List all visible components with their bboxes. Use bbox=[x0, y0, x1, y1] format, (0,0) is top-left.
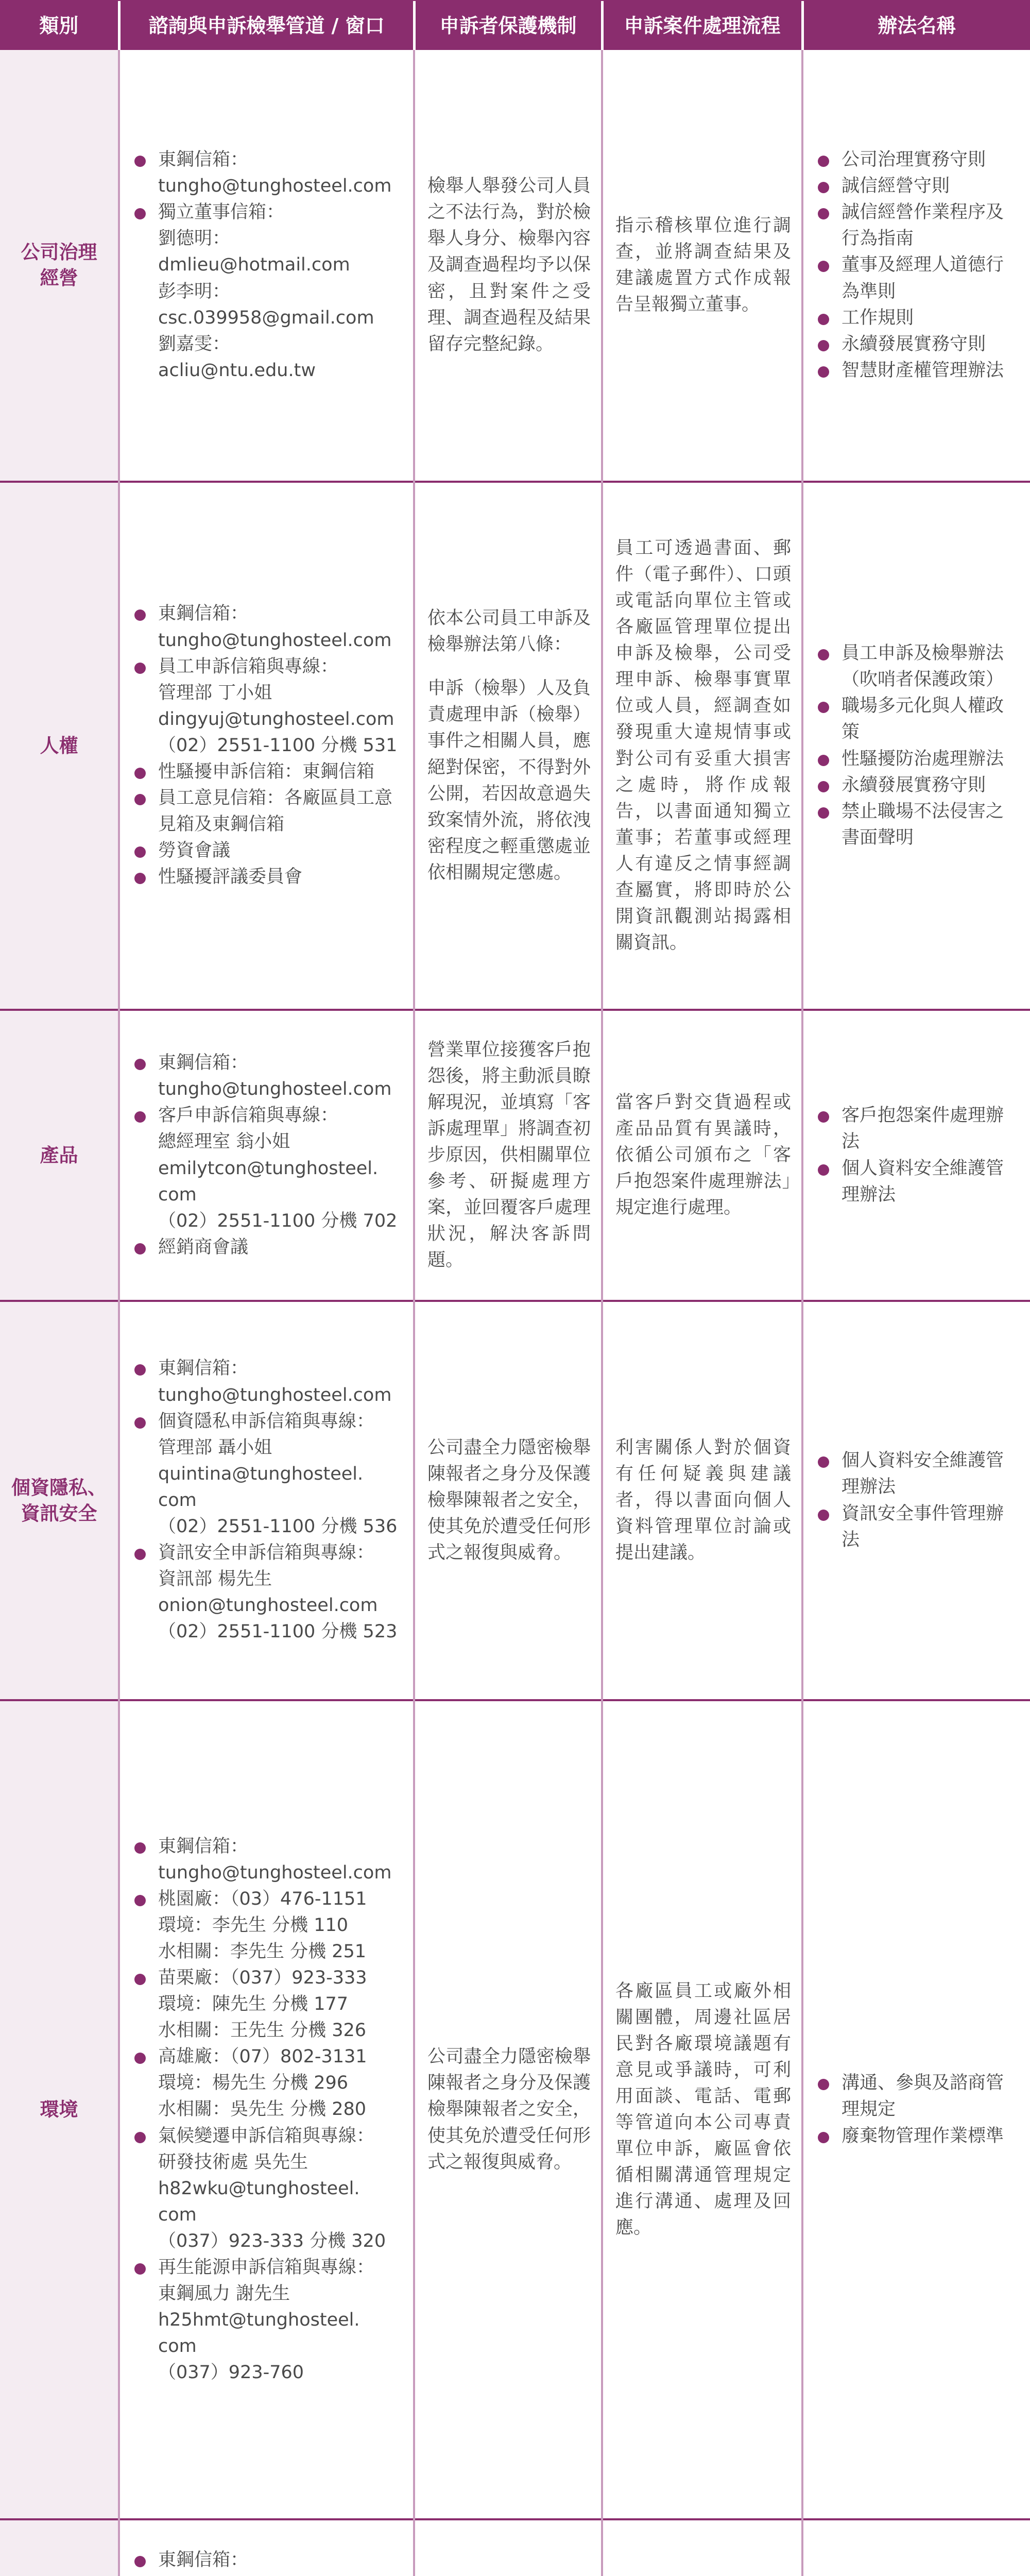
methods-list bbox=[803, 640, 1030, 851]
methods-list bbox=[803, 147, 1030, 384]
header-category: 類別 bbox=[0, 0, 119, 49]
channel-line: 彭李明： bbox=[158, 281, 231, 302]
channel-line: 管理部 聶小姐 bbox=[158, 1437, 272, 1458]
channel-line: quintina@tunghosteel. bbox=[158, 1463, 364, 1484]
bullet-icon bbox=[818, 1456, 829, 1468]
method-name: 禁止職場不法侵害之書面聲明 bbox=[842, 801, 1004, 848]
protection-text bbox=[415, 1435, 601, 1566]
channel-line: tungho@tunghosteel.com bbox=[158, 1862, 392, 1883]
bullet-icon bbox=[134, 846, 146, 858]
method-name: 職場多元化與人權政策 bbox=[842, 696, 1004, 743]
method-name: 個人資料安全維護管理辦法 bbox=[842, 1450, 1004, 1498]
protection-cell bbox=[414, 1700, 602, 2519]
channel-item bbox=[134, 1965, 402, 2044]
protection-paragraph: 公司盡全力隱密檢舉陳報者之身分及保護檢舉陳報者之安全，使其免於遭受任何形式之報復與威脅。 bbox=[427, 2046, 591, 2173]
bullet-icon bbox=[134, 1364, 146, 1376]
methods-cell bbox=[802, 49, 1030, 482]
bullet-icon bbox=[134, 768, 146, 779]
channel-line: （02）2551-1100 分機 523 bbox=[158, 1621, 398, 1642]
bullet-icon bbox=[134, 208, 146, 219]
process-text bbox=[603, 535, 801, 957]
header-process: 申訴案件處理流程 bbox=[602, 0, 802, 49]
channel-line: tungho@tunghosteel.com bbox=[158, 176, 392, 197]
channel-line: 管理部 丁小姐 bbox=[158, 682, 272, 703]
channel-item bbox=[134, 759, 402, 785]
method-name: 個人資料安全維護管理辦法 bbox=[842, 1158, 1004, 1205]
process-text bbox=[603, 1978, 801, 2242]
top-rule bbox=[0, 0, 1030, 1]
bullet-icon bbox=[134, 873, 146, 884]
methods-cell bbox=[802, 1700, 1030, 2519]
process-cell bbox=[602, 482, 802, 1010]
protection-text bbox=[415, 173, 601, 358]
channel-line: （02）2551-1100 分機 702 bbox=[158, 1210, 398, 1231]
header-channels: 諮詢與申訴檢舉管道 / 窗口 bbox=[119, 0, 414, 49]
bullet-icon bbox=[818, 807, 829, 819]
channel-line: 水相關：王先生 分機 326 bbox=[158, 2020, 367, 2041]
method-item bbox=[818, 693, 1019, 745]
method-item bbox=[818, 199, 1019, 252]
bullet-icon bbox=[818, 2132, 829, 2143]
table-row-environment bbox=[0, 1700, 1030, 2519]
table-row-product bbox=[0, 1010, 1030, 1301]
channel-line: 環境：李先生 分機 110 bbox=[158, 1914, 349, 1936]
bullet-icon bbox=[818, 208, 829, 219]
channel-line: 資訊安全申訴信箱與專線： bbox=[158, 1543, 375, 1564]
methods-cell bbox=[802, 482, 1030, 1010]
channel-line: 個資隱私申訴信箱與專線： bbox=[158, 1411, 375, 1432]
channel-line: 研發技術處 吳先生 bbox=[158, 2151, 308, 2173]
bullet-icon bbox=[818, 649, 829, 660]
channel-line: 劉嘉雯： bbox=[158, 333, 231, 354]
category-label: 經營 bbox=[40, 267, 78, 289]
bullet-icon bbox=[134, 1974, 146, 1985]
bullet-icon bbox=[818, 755, 829, 766]
channel-line: h82wku@tunghosteel. bbox=[158, 2178, 360, 2199]
method-item bbox=[818, 358, 1019, 384]
protection-paragraph: 檢舉人舉發公司人員之不法行為，對於檢舉人身分、檢舉內容及調查過程均予以保密，且對案件之受理、調查過程及結果留存完整紀錄。 bbox=[427, 176, 591, 354]
bullet-icon bbox=[134, 2263, 146, 2275]
channels-list bbox=[120, 1050, 413, 1261]
method-item bbox=[818, 305, 1019, 331]
method-name: 誠信經營作業程序及行為指南 bbox=[842, 202, 1004, 249]
channel-line bbox=[158, 2573, 402, 2576]
methods-list bbox=[803, 1448, 1030, 1553]
channel-item bbox=[134, 2547, 402, 2576]
channel-item bbox=[134, 2044, 402, 2123]
channel-line: h25hmt@tunghosteel. bbox=[158, 2310, 360, 2331]
channel-line: 東鋼信箱： bbox=[158, 1053, 249, 1074]
methods-cell bbox=[802, 1301, 1030, 1700]
bullet-icon bbox=[134, 2053, 146, 2064]
channel-item bbox=[134, 147, 402, 199]
channel-line: 勞資會議 bbox=[158, 840, 231, 861]
channel-line: 苗栗廠：（037）923-333 bbox=[158, 1967, 367, 1988]
channel-line: 客戶申訴信箱與專線： bbox=[158, 1105, 339, 1126]
channel-line: dmlieu@hotmail.com bbox=[158, 255, 350, 276]
channel-item bbox=[134, 838, 402, 864]
bullet-icon bbox=[818, 781, 829, 792]
channel-line: onion@tunghosteel.com bbox=[158, 1595, 378, 1616]
bullet-icon bbox=[818, 156, 829, 167]
channel-line: 環境：楊先生 分機 296 bbox=[158, 2073, 349, 2094]
bullet-icon bbox=[818, 702, 829, 713]
category-label: 資訊安全 bbox=[21, 1502, 97, 1524]
bullet-icon bbox=[134, 794, 146, 805]
bullet-icon bbox=[818, 366, 829, 378]
channel-line: 東鋼信箱： bbox=[158, 1836, 249, 1857]
method-name: 誠信經營守則 bbox=[842, 176, 950, 197]
bullet-icon bbox=[134, 2132, 146, 2143]
channel-line: com bbox=[158, 1184, 197, 1205]
method-item bbox=[818, 331, 1019, 358]
channel-line: （02）2551-1100 分機 531 bbox=[158, 735, 398, 756]
channel-line: tungho@tunghosteel.com bbox=[158, 1384, 392, 1405]
channel-line: tungho@tunghosteel.com bbox=[158, 630, 392, 651]
channel-line: 水相關：李先生 分機 251 bbox=[158, 1941, 367, 1962]
channel-item bbox=[134, 1050, 402, 1103]
protection-text bbox=[415, 2044, 601, 2175]
process-paragraph: 利害關係人對於個資有任何疑義與建議者，得以書面向個人資料管理單位討論或提出建議。 bbox=[615, 1437, 791, 1564]
channel-line: 經銷商會議 bbox=[158, 1236, 249, 1258]
channel-line: 高雄廠：（07）802-3131 bbox=[158, 2046, 367, 2067]
method-name: 資訊安全事件管理辦法 bbox=[842, 1503, 1004, 1550]
protection-cell bbox=[414, 1010, 602, 1301]
method-name: 永續發展實務守則 bbox=[842, 333, 986, 354]
protection-paragraph: 申訴（檢舉）人及負責處理申訴（檢舉）事件之相關人員，應絕對保密，不得對外公開，若因故意過失致案情外流，將依洩密程度之輕重懲處並依相關規定懲處。 bbox=[427, 678, 591, 883]
channel-item bbox=[134, 1886, 402, 1965]
process-paragraph: 各廠區員工或廠外相關團體，周邊社區居民對各廠環境議題有意見或爭議時，可利用面談、電話、電郵等管道向本公司專責單位申訴，廠區會依循相關溝通管理規定進行溝通、處理及回應。 bbox=[615, 1980, 791, 2239]
channel-item bbox=[134, 1103, 402, 1234]
bullet-icon bbox=[818, 340, 829, 351]
channel-item bbox=[134, 654, 402, 759]
methods-list bbox=[803, 2070, 1030, 2149]
method-name: 溝通、參與及諮商管理規定 bbox=[842, 2073, 1004, 2120]
channel-line: 再生能源申訴信箱與專線： bbox=[158, 2257, 375, 2278]
channel-line: com bbox=[158, 2204, 197, 2225]
method-item bbox=[818, 173, 1019, 199]
method-name: 客戶抱怨案件處理辦法 bbox=[842, 1105, 1004, 1153]
channel-line: 性騷擾評議委員會 bbox=[158, 867, 303, 888]
bullet-icon bbox=[134, 1243, 146, 1255]
process-paragraph: 當客戶對交貨過程或產品品質有異議時，依循公司頒布之「客戶抱怨案件處理辦法」規定進行處理。 bbox=[615, 1092, 791, 1218]
channels-cell bbox=[119, 1010, 414, 1301]
bullet-icon bbox=[134, 1059, 146, 1070]
channels-cell bbox=[119, 2519, 414, 2576]
channels-list bbox=[120, 1355, 413, 1645]
channel-line: 總經理室 翁小姐 bbox=[158, 1131, 290, 1153]
category-label: 人權 bbox=[40, 734, 78, 757]
bullet-icon bbox=[818, 1510, 829, 1521]
method-item bbox=[818, 746, 1019, 772]
process-cell bbox=[602, 49, 802, 482]
channel-line: （037）923-333 分機 320 bbox=[158, 2230, 386, 2251]
channels-cell bbox=[119, 1700, 414, 2519]
channel-line: emilytcon@tunghosteel. bbox=[158, 1158, 379, 1179]
channel-line: csc.039958@gmail.com bbox=[158, 307, 374, 328]
channels-list bbox=[120, 2547, 413, 2576]
method-item bbox=[818, 1448, 1019, 1500]
protection-text bbox=[415, 605, 601, 886]
method-name: 公司治理實務守則 bbox=[842, 149, 986, 171]
table-row-human-rights bbox=[0, 482, 1030, 1010]
bullet-icon bbox=[134, 1549, 146, 1560]
method-item bbox=[818, 799, 1019, 851]
bullet-icon bbox=[134, 1417, 146, 1429]
channel-item bbox=[134, 1834, 402, 1886]
channel-line: 環境：陳先生 分機 177 bbox=[158, 1994, 349, 2015]
channel-line: 氣候變遷申訴信箱與專線： bbox=[158, 2125, 375, 2146]
protection-cell bbox=[414, 49, 602, 482]
channel-line: 獨立董事信箱： bbox=[158, 202, 285, 223]
process-paragraph: 員工可透過書面、郵件（電子郵件）、口頭或電話向單位主管或各廠區管理單位提出申訴及檢舉，公司受理申訴、檢舉事實單位或人員，經調查如發現重大違規情事或對公司有妥重大損害之處時，將作成報告，以書面通知獨立董事；若董事或經理人有違反之情事經調查屬實，將即時於公開資訊觀測站揭露相關資訊。 bbox=[615, 537, 791, 954]
process-paragraph: 指示稽核單位進行調查，並將調查結果及建議處置方式作成報告呈報獨立董事。 bbox=[615, 215, 791, 315]
bullet-icon bbox=[818, 1164, 829, 1176]
category-cell bbox=[0, 1010, 119, 1301]
process-cell bbox=[602, 1700, 802, 2519]
channel-item bbox=[134, 1409, 402, 1540]
method-item bbox=[818, 147, 1019, 173]
method-item bbox=[818, 2123, 1019, 2149]
channel-line: 東鋼信箱： bbox=[158, 1358, 249, 1379]
table-body bbox=[0, 49, 1030, 2576]
category-cell bbox=[0, 1700, 119, 2519]
header-protection: 申訴者保護機制 bbox=[414, 0, 602, 49]
channel-item bbox=[134, 785, 402, 838]
methods-cell bbox=[802, 1010, 1030, 1301]
method-item bbox=[818, 1501, 1019, 1553]
channel-line: 東鋼信箱： bbox=[158, 2549, 249, 2570]
category-cell bbox=[0, 1301, 119, 1700]
process-text bbox=[603, 1090, 801, 1221]
process-text bbox=[603, 213, 801, 318]
channel-item bbox=[134, 601, 402, 653]
process-cell bbox=[602, 1301, 802, 1700]
channel-item bbox=[134, 2123, 402, 2255]
bullet-icon bbox=[818, 182, 829, 193]
channel-line: com bbox=[158, 2336, 197, 2357]
channel-line: acliu@ntu.edu.tw bbox=[158, 360, 316, 381]
channel-item bbox=[134, 1234, 402, 1261]
bullet-icon bbox=[134, 2556, 146, 2567]
bullet-icon bbox=[134, 156, 146, 167]
process-text bbox=[603, 1435, 801, 1566]
method-name: 永續發展實務守則 bbox=[842, 774, 986, 795]
protection-cell bbox=[414, 482, 602, 1010]
method-item bbox=[818, 772, 1019, 799]
method-name: 工作規則 bbox=[842, 307, 914, 328]
method-item bbox=[818, 252, 1019, 304]
header-row bbox=[0, 0, 1030, 49]
process-cell bbox=[602, 2519, 802, 2576]
method-item bbox=[818, 1103, 1019, 1155]
channel-line: 資訊部 楊先生 bbox=[158, 1569, 272, 1590]
channel-line: dingyuj@tunghosteel.com bbox=[158, 708, 394, 730]
bullet-icon bbox=[818, 2079, 829, 2090]
channel-item bbox=[134, 864, 402, 890]
channel-line: tungho@tunghosteel.com bbox=[158, 1079, 392, 1100]
channel-line: 員工意見信箱：各廠區員工意見箱及東鋼信箱 bbox=[158, 788, 393, 835]
channel-item bbox=[134, 199, 402, 384]
channel-line: 水相關：吳先生 分機 280 bbox=[158, 2099, 367, 2120]
protection-paragraph: 營業單位接獲客戶抱怨後，將主動派員瞭解現況，並填寫「客訴處理單」將調查初步原因，供相關單位參考、研擬處理方案，並回覆客戶處理狀況，解決客訴問題。 bbox=[427, 1039, 591, 1271]
channel-item bbox=[134, 2255, 402, 2386]
category-cell bbox=[0, 2519, 119, 2576]
table-row-suppliers bbox=[0, 2519, 1030, 2576]
methods-list bbox=[803, 1103, 1030, 1208]
method-name: 董事及經理人道德行為準則 bbox=[842, 255, 1004, 302]
channel-line: （02）2551-1100 分機 536 bbox=[158, 1516, 398, 1537]
header-methods: 辦法名稱 bbox=[802, 0, 1030, 49]
channel-line: 東鋼風力 謝先生 bbox=[158, 2283, 290, 2304]
method-name: 員工申訴及檢舉辦法（吹哨者保護政策） bbox=[842, 643, 1004, 690]
process-cell bbox=[602, 1010, 802, 1301]
channels-list bbox=[120, 601, 413, 890]
method-item bbox=[818, 2070, 1019, 2123]
method-name: 智慧財產權管理辦法 bbox=[842, 360, 1004, 381]
bullet-icon bbox=[134, 1111, 146, 1123]
protection-text bbox=[415, 1037, 601, 1274]
table-row-privacy-security bbox=[0, 1301, 1030, 1700]
channel-line: com bbox=[158, 1489, 197, 1511]
category-label: 產品 bbox=[40, 1144, 78, 1166]
channel-line: 性騷擾申訴信箱：東鋼信箱 bbox=[158, 761, 375, 783]
category-label: 環境 bbox=[40, 2098, 78, 2121]
category-label: 公司治理 bbox=[21, 241, 97, 264]
bullet-icon bbox=[134, 663, 146, 674]
bullet-icon bbox=[134, 609, 146, 621]
channels-cell bbox=[119, 1301, 414, 1700]
category-cell bbox=[0, 482, 119, 1010]
table-row-governance bbox=[0, 49, 1030, 482]
channels-list bbox=[120, 1834, 413, 2386]
bullet-icon bbox=[818, 261, 829, 272]
channel-line: 東鋼信箱： bbox=[158, 603, 249, 624]
bullet-icon bbox=[818, 314, 829, 325]
protection-paragraph: 依本公司員工申訴及檢舉辦法第八條： bbox=[427, 608, 591, 655]
bullet-icon bbox=[818, 1111, 829, 1123]
channel-item bbox=[134, 1355, 402, 1408]
method-name: 性騷擾防治處理辦法 bbox=[842, 748, 1004, 769]
category-label: 個資隱私、 bbox=[11, 1476, 107, 1499]
table-header bbox=[0, 0, 1030, 49]
protection-cell bbox=[414, 1301, 602, 1700]
channel-line: 桃園廠：（03）476-1151 bbox=[158, 1888, 367, 1909]
channels-cell bbox=[119, 49, 414, 482]
channels-list bbox=[120, 147, 413, 384]
category-cell bbox=[0, 49, 119, 482]
methods-cell bbox=[802, 2519, 1030, 2576]
method-item bbox=[818, 640, 1019, 693]
protection-paragraph: 公司盡全力隱密檢舉陳報者之身分及保護檢舉陳報者之安全，使其免於遭受任何形式之報復與威脅。 bbox=[427, 1437, 591, 1564]
channel-line: 員工申訴信箱與專線： bbox=[158, 656, 339, 677]
bullet-icon bbox=[134, 1842, 146, 1854]
bullet-icon bbox=[134, 1895, 146, 1906]
channel-item bbox=[134, 1540, 402, 1645]
method-item bbox=[818, 1156, 1019, 1208]
protection-cell bbox=[414, 2519, 602, 2576]
channel-line: 東鋼信箱： bbox=[158, 149, 249, 171]
channel-line: （037）923-760 bbox=[158, 2362, 304, 2383]
method-name: 廢棄物管理作業標準 bbox=[842, 2125, 1004, 2146]
channels-cell bbox=[119, 482, 414, 1010]
channel-line: 劉德明： bbox=[158, 228, 231, 249]
